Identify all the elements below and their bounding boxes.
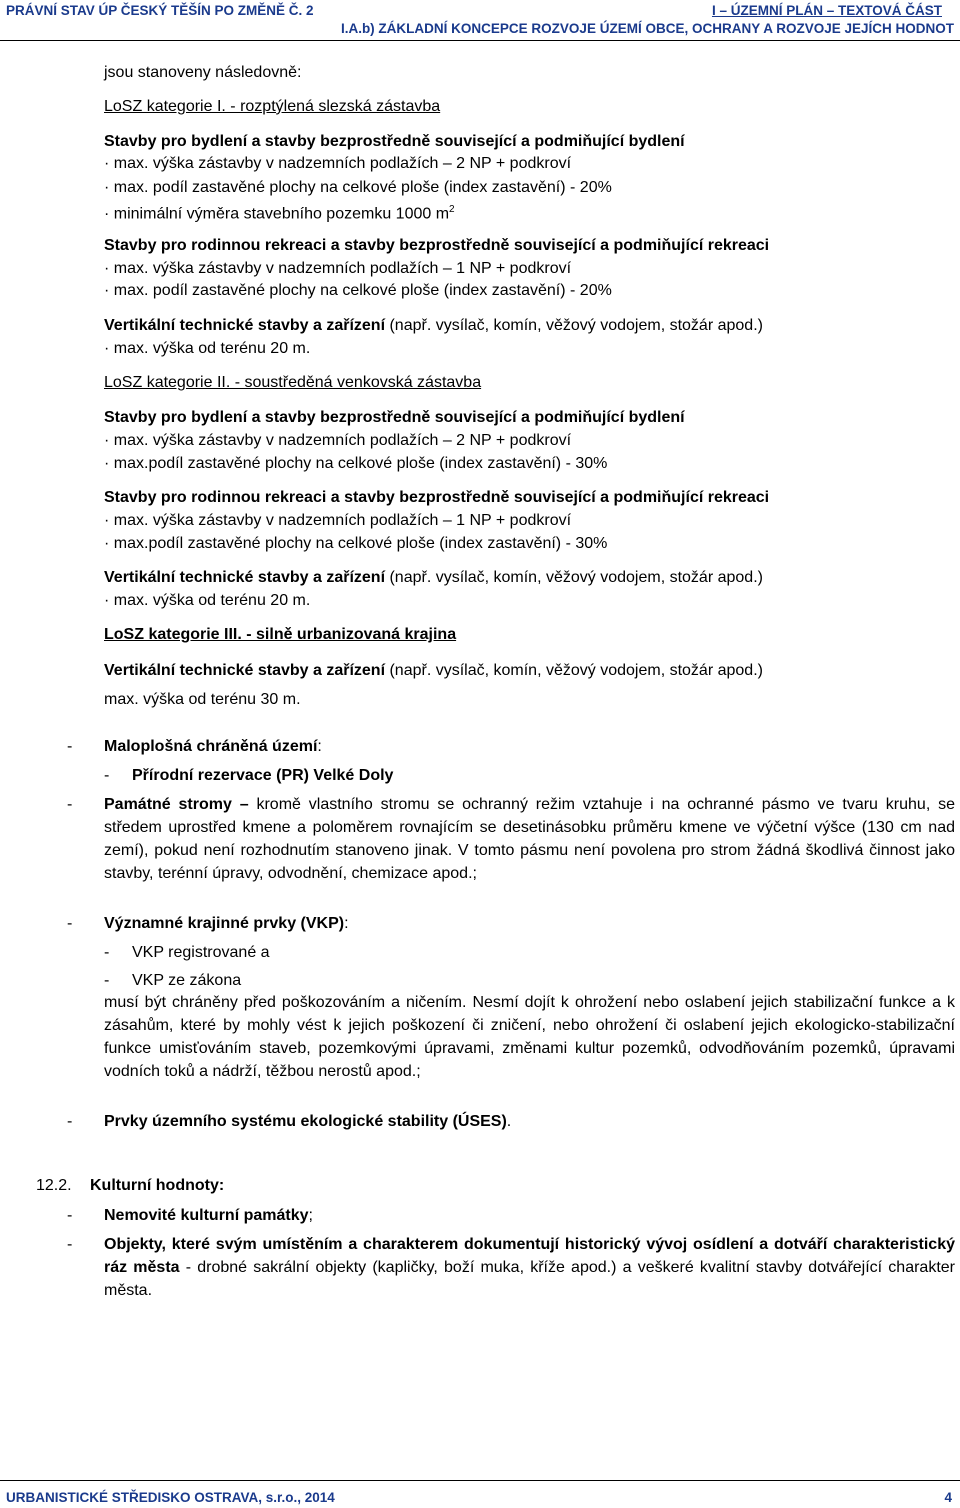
cat1-recreation-item: · max. výška zástavby v nadzemních podlažích – 1 NP + podkroví — [104, 260, 572, 277]
cat1-title: LoSZ kategorie I. - rozptýlená slezská zástavba — [104, 98, 441, 115]
footer-divider — [0, 1480, 960, 1481]
list-item-character-objects: Objekty, které svým umístěním a charakterem dokumentují historický vývoj osídlení a dotváří charakteristický ráz města - drobné sakrální objekty (kapličky, boží muka, kříže apod.) a veškeré kvalitní stavby dotvářející charakter města. — [104, 1236, 955, 1299]
list-dash: - — [67, 1236, 73, 1253]
page-number: 4 — [944, 1490, 952, 1505]
list-dash: - — [104, 767, 110, 784]
cat1-housing-item: · max. výška zástavby v nadzemních podlažích – 2 NP + podkroví — [104, 155, 572, 172]
list-dash: - — [104, 972, 110, 989]
cat1-housing-heading: Stavby pro bydlení a stavby bezprostředně související a podmiňující bydlení — [104, 133, 685, 150]
footer-company: URBANISTICKÉ STŘEDISKO OSTRAVA, s.r.o., 2014 — [6, 1490, 335, 1505]
list-dash: - — [67, 915, 73, 932]
list-dash: - — [67, 738, 73, 755]
cat1-housing-item: · minimální výměra stavebního pozemku 1000 $m^2$ — [104, 204, 455, 223]
list-dash: - — [67, 796, 73, 813]
cat2-housing-item: · max. výška zástavby v nadzemních podlažích – 2 NP + podkroví — [104, 432, 572, 449]
section-number: 12.2. — [36, 1177, 72, 1194]
list-item-vkp-registered: VKP registrované a — [132, 944, 270, 961]
list-item-vkp: Významné krajinné prvky (VKP): — [104, 915, 349, 932]
cat2-housing-heading: Stavby pro bydlení a stavby bezprostředně související a podmiňující bydlení — [104, 409, 685, 426]
list-dash: - — [104, 944, 110, 961]
cat2-title: LoSZ kategorie II. - soustředěná venkovská zástavba — [104, 374, 482, 391]
list-item-pr: Přírodní rezervace (PR) Velké Doly — [132, 767, 394, 784]
header-divider — [0, 40, 960, 41]
cat3-vertical-item: max. výška od terénu 30 m. — [104, 691, 301, 708]
header-document-title: PRÁVNÍ STAV ÚP ČESKÝ TĚŠÍN PO ZMĚNĚ Č. 2 — [6, 3, 314, 18]
intro-text: jsou stanoveny následovně: — [104, 64, 302, 81]
list-item-mchu: Maloplošná chráněná území: — [104, 738, 322, 755]
cat1-recreation-heading: Stavby pro rodinnou rekreaci a stavby bezprostředně související a podmiňující rekreaci — [104, 237, 770, 254]
header-part-title: I – ÚZEMNÍ PLÁN – TEXTOVÁ ČÁST — [711, 3, 942, 18]
list-dash: - — [67, 1207, 73, 1224]
cat2-vertical-heading: Vertikální technické stavby a zařízení (např. vysílač, komín, věžový vodojem, stožár apod.) — [104, 569, 763, 586]
cat2-vertical-item: · max. výška od terénu 20 m. — [104, 592, 311, 609]
list-item-vkp-law: VKP ze zákona — [132, 972, 242, 989]
cat1-vertical-item: · max. výška od terénu 20 m. — [104, 340, 311, 357]
list-dash: - — [67, 1113, 73, 1130]
list-item-uses: Prvky územního systému ekologické stability (ÚSES). — [104, 1113, 512, 1130]
cat3-title: LoSZ kategorie III. - silně urbanizovaná krajina — [104, 626, 457, 643]
list-item-monuments: Nemovité kulturní památky; — [104, 1207, 313, 1224]
list-item-memorial-trees: Památné stromy – kromě vlastního stromu se ochranný režim vztahuje i na ochranné pásmo ve tvaru kruhu, se středem uprostřed kmene a poloměrem rovnajícím se desetinásobku průměru kmene ve výčetní výšce (130 cm nad zemí), pokud není rozhodnutím stanoveno jinak. V tomto pásmu není povolena pro strom žádná škodlivá činnost jako stavby, terénní úpravy, odvodnění, chemizace apod.; — [104, 796, 956, 882]
cat1-recreation-item: · max. podíl zastavěné plochy na celkové ploše (index zastavění) - 20% — [104, 282, 612, 299]
cat2-recreation-heading: Stavby pro rodinnou rekreaci a stavby bezprostředně související a podmiňující rekreaci — [104, 489, 770, 506]
cat3-vertical-heading: Vertikální technické stavby a zařízení (např. vysílač, komín, věžový vodojem, stožár apod.) — [104, 662, 763, 679]
header-chapter-title: I.A.b) ZÁKLADNÍ KONCEPCE ROZVOJE ÚZEMÍ OBCE, OCHRANY A ROZVOJE JEJÍCH HODNOT — [340, 21, 954, 36]
section-title: Kulturní hodnoty: — [90, 1177, 225, 1194]
cat2-housing-item: · max.podíl zastavěné plochy na celkové ploše (index zastavění) - 30% — [104, 455, 608, 472]
cat2-recreation-item: · max. výška zástavby v nadzemních podlažích – 1 NP + podkroví — [104, 512, 572, 529]
cat1-vertical-heading: Vertikální technické stavby a zařízení (např. vysílač, komín, věžový vodojem, stožár apod.) — [104, 317, 763, 334]
page-header — [0, 0, 960, 42]
page-footer — [0, 1480, 960, 1505]
cat2-recreation-item: · max.podíl zastavěné plochy na celkové ploše (index zastavění) - 30% — [104, 535, 608, 552]
cat1-housing-item: · max. podíl zastavěné plochy na celkové ploše (index zastavění) - 20% — [104, 179, 612, 196]
vkp-protection-text: musí být chráněny před poškozováním a ničením. Nesmí dojít k ohrožení nebo oslabení jejich stabilizační funkce a k zásahům, které by mohly vést k jejich poškození či zničení, nebo ohrožení či oslabení jejich ekologicko-stabilizační funkce umisťováním staveb, pozemkovými úpravami, změnami kultur pozemků, odvodňováním pozemků, úpravami vodních toků a nádrží, těžbou nerostů apod.; — [104, 994, 955, 1080]
